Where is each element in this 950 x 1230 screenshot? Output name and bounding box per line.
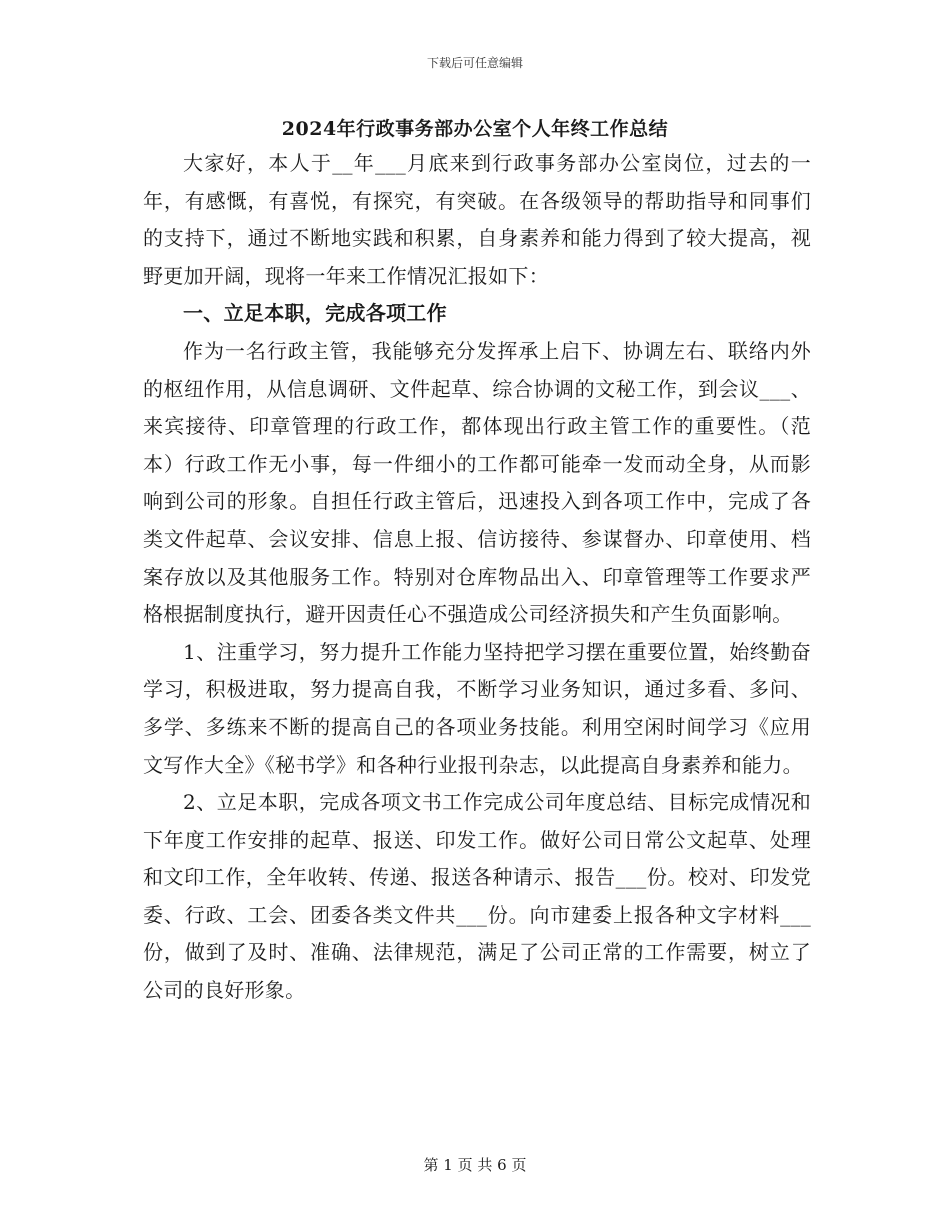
body-paragraph: 作为一名行政主管，我能够充分发挥承上启下、协调左右、联络内外的枢纽作用，从信息调研、文件起草、综合协调的文秘工作，到会议___、来宾接待、印章管理的行政工作，都体现出行政主管工作的重要性。（范本）行政工作无小事，每一件细小的工作都可能牵一发而动全身，从而影响到公司的形象。自担任行政主管后，迅速投入到各项工作中，完成了各类文件起草、会议安排、信息上报、信访接待、参谋督办、印章使用、档案存放以及其他服务工作。特别对仓库物品出入、印章管理等工作要求严格根据制度执行，避开因责任心不强造成公司经济损失和产生负面影响。	[143, 338, 811, 627]
body-paragraph: 2、立足本职，完成各项文书工作完成公司年度总结、目标完成情况和下年度工作安排的起草、报送、印发工作。做好公司日常公文起草、处理和文印工作，全年收转、传递、报送各种请示、报告___份。校对、印发党委、行政、工会、团委各类文件共___份。向市建委上报各种文字材料___份，做到了及时、准确、法律规范，满足了公司正常的工作需要，树立了公司的良好形象。	[143, 790, 811, 1003]
section-heading: 一、立足本职，完成各项工作	[183, 301, 447, 326]
body-paragraph: 1、注重学习，努力提升工作能力坚持把学习摆在重要位置，始终勤奋学习，积极进取，努力提高自我，不断学习业务知识，通过多看、多问、多学、多练来不断的提高自己的各项业务技能。利用空闲时间学习《应用文写作大全》《秘书学》和各种行业报刊杂志，以此提高自身素养和能力。	[143, 639, 811, 777]
page-number-footer: 第 1 页 共 6 页	[423, 1156, 527, 1174]
intro-paragraph: 大家好，本人于__年___月底来到行政事务部办公室岗位，过去的一年，有感慨，有喜悦，有探究，有突破。在各级领导的帮助指导和同事们的支持下，通过不断地实践和积累，自身素养和能力得到了较大提高，视野更加开阔，现将一年来工作情况汇报如下：	[143, 151, 811, 288]
document-title: 2024年行政事务部办公室个人年终工作总结	[281, 118, 669, 140]
document-body	[143, 145, 811, 1010]
header-note: 下载后可任意编辑	[426, 56, 523, 70]
